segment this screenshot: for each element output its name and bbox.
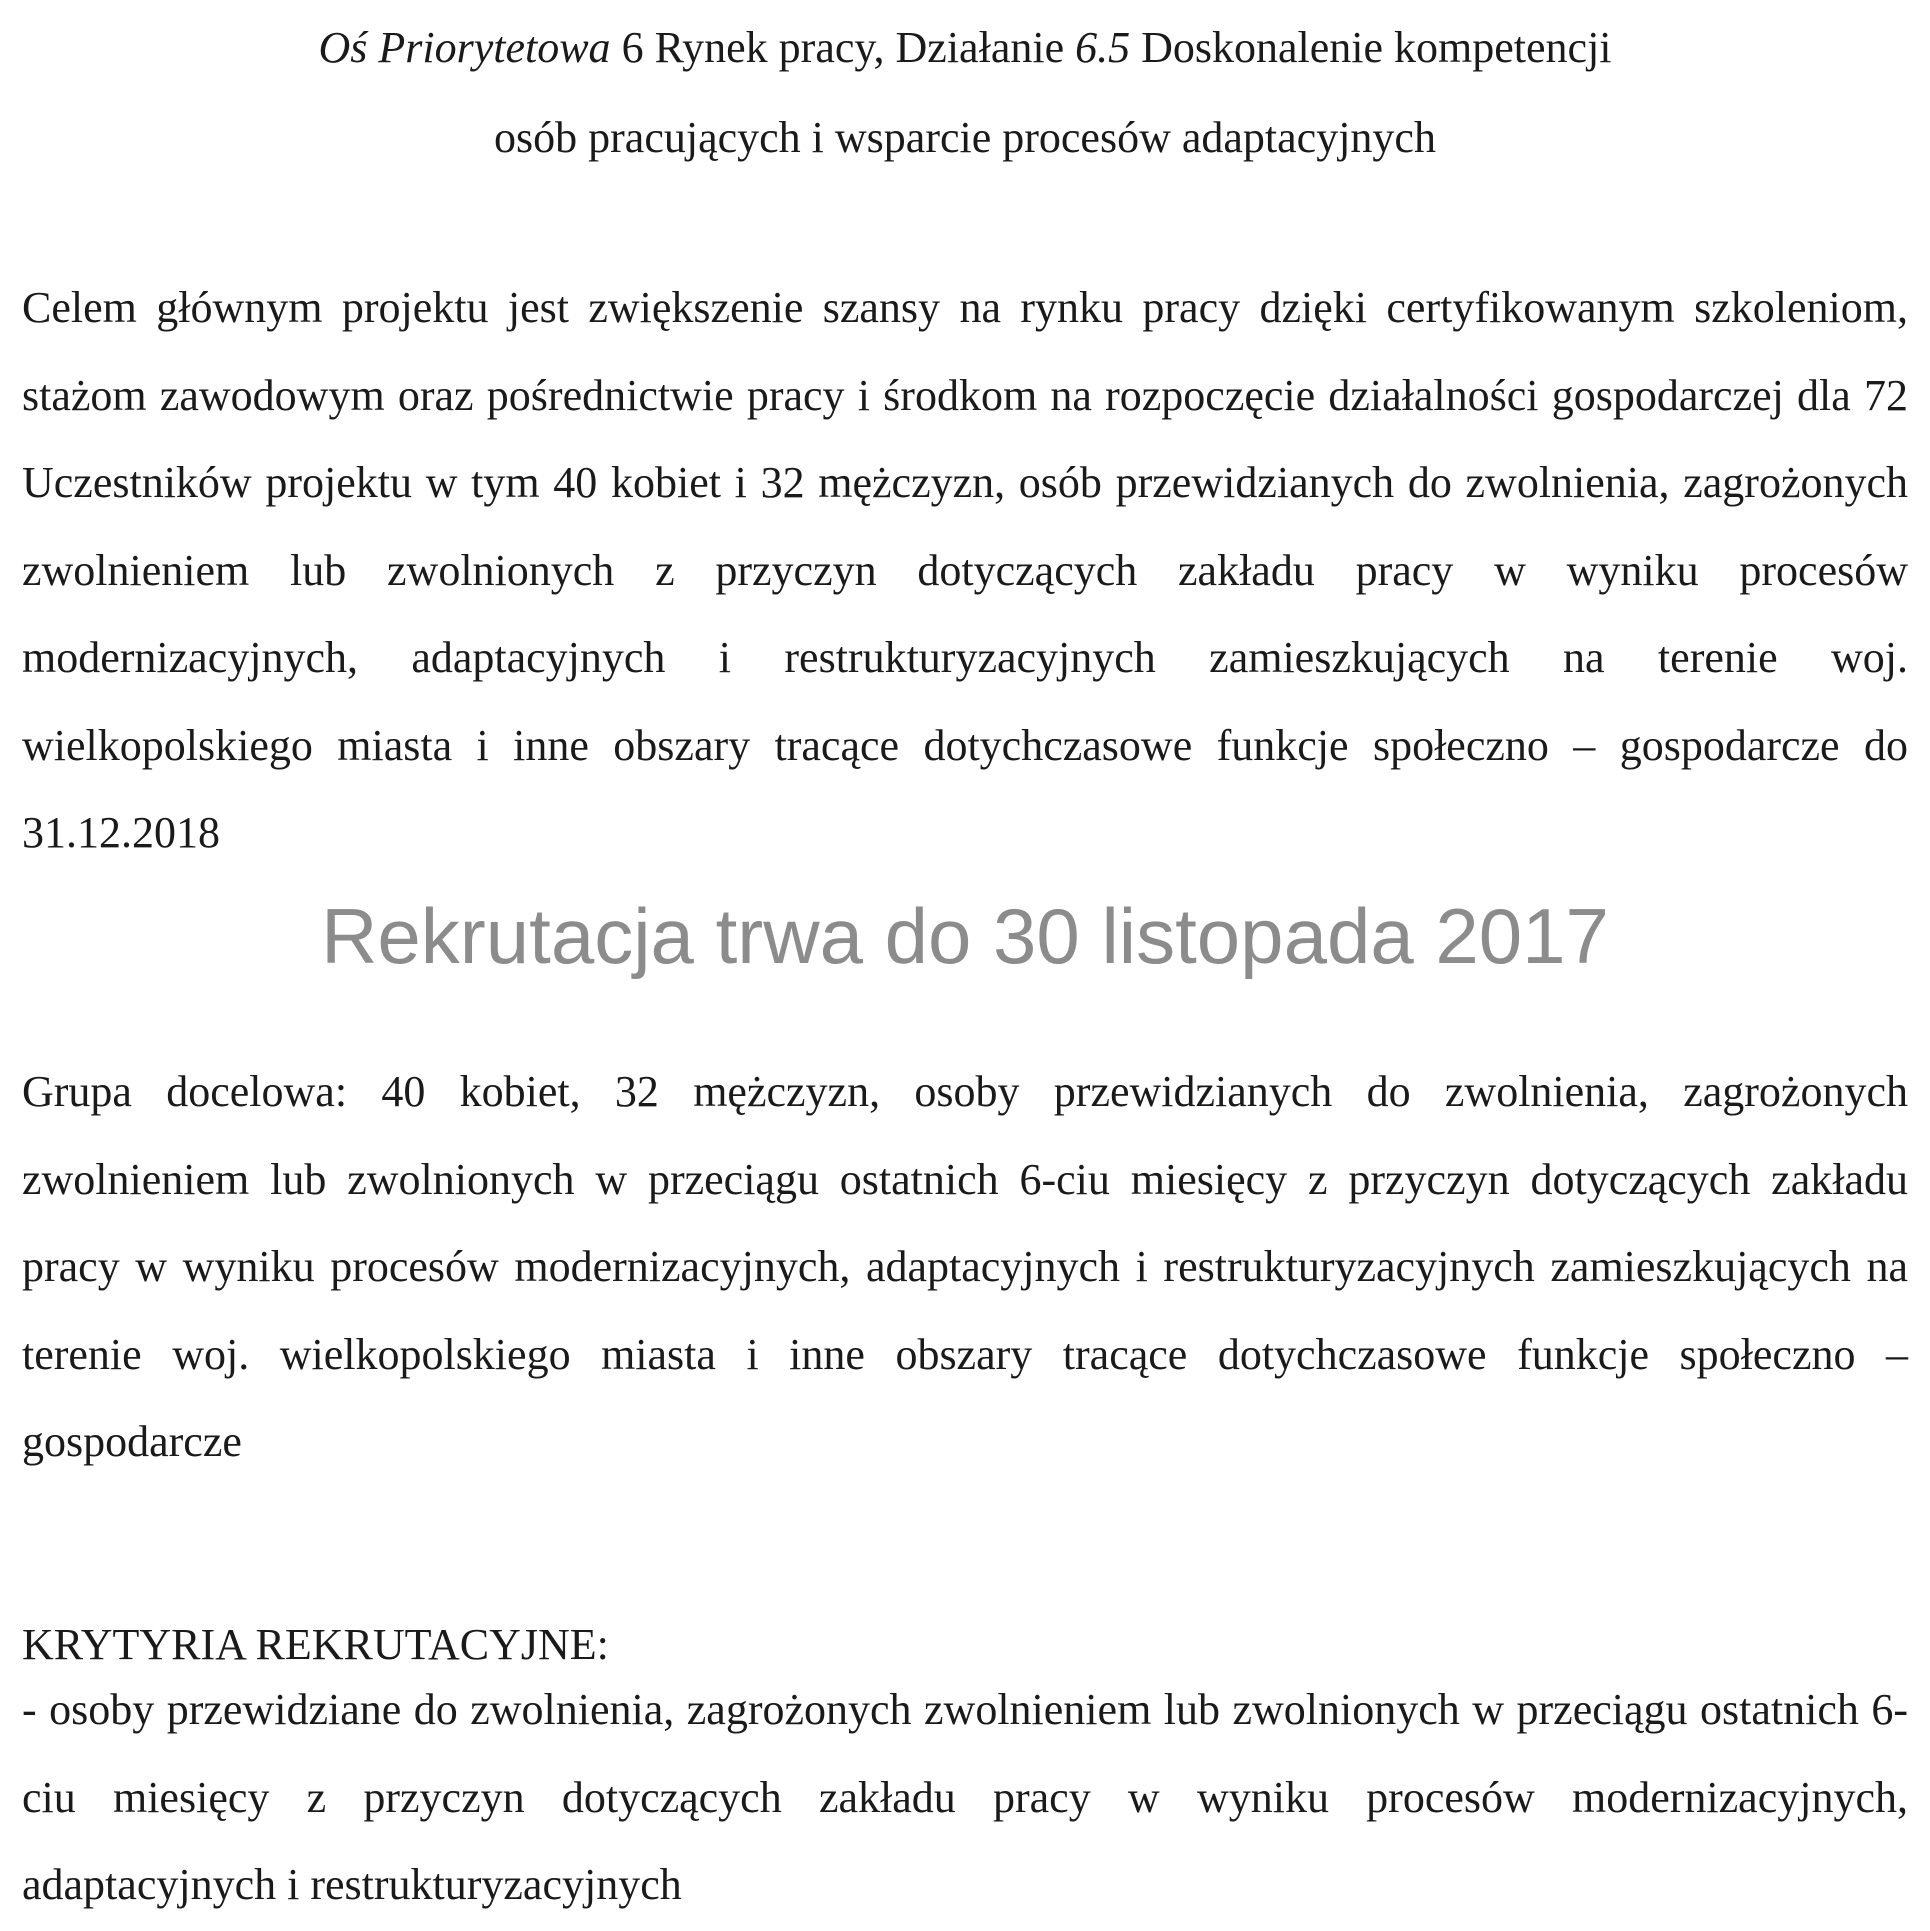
labour-market-text: 6 Rynek pracy, Działanie bbox=[610, 23, 1076, 72]
criteria-item: - osoby przewidziane do zwolnienia, zagrożonych zwolnieniem lub zwolnionych w przeciągu ostatnich 6-ciu miesięcy z przyczyn dotyczących zakładu pracy w wyniku procesów modernizacyjnych, adaptacyjnych i restrukturyzacyjnych bbox=[22, 1685, 1908, 1909]
recruitment-criteria-heading: KRYTYRIA REKRUTACYJNE: bbox=[22, 1620, 609, 1669]
action-number: 6.5 bbox=[1075, 23, 1131, 72]
header-line-2: osób pracujących i wsparcie procesów adaptacyjnych bbox=[494, 113, 1436, 162]
document-header bbox=[0, 3, 1930, 183]
recruitment-deadline-banner: Rekrutacja trwa do 30 listopada 2017 bbox=[321, 892, 1609, 980]
target-group-paragraph: Grupa docelowa: 40 kobiet, 32 mężczyzn, osoby przewidzianych do zwolnienia, zagrożonych zwolnieniem lub zwolnionych w przeciągu ostatnich 6-ciu miesięcy z przyczyn dotyczących zakładu pracy w wyniku procesów modernizacyjnych, adaptacyjnych i restrukturyzacyjnych zamieszkujących na terenie woj. wielkopolskiego miasta i inne obszary tracące dotychczasowe funkcje społeczno – gospodarcze bbox=[22, 1067, 1908, 1466]
cut-off-text-line bbox=[22, 1902, 33, 1931]
project-goal-paragraph: Celem głównym projektu jest zwiększenie szansy na rynku pracy dzięki certyfikowanym szkoleniom, stażom zawodowym oraz pośrednictwie pracy i środkom na rozpoczęcie działalności gospodarczej dla 72 Uczestników projektu w tym 40 kobiet i 32 mężczyzn, osób przewidzianych do zwolnienia, zagrożonych zwolnieniem lub zwolnionych z przyczyn dotyczących zakładu pracy w wyniku procesów modernizacyjnych, adaptacyjnych i restrukturyzacyjnych zamieszkujących na terenie woj. wielkopolskiego miasta i inne obszary tracące dotychczasowe funkcje społeczno – gospodarcze do 31.12.2018 bbox=[22, 283, 1908, 857]
priority-axis-label: Oś Priorytetowa bbox=[318, 23, 611, 72]
action-title-text: Doskonalenie kompetencji bbox=[1130, 23, 1612, 72]
header-line-1 bbox=[0, 3, 1930, 93]
